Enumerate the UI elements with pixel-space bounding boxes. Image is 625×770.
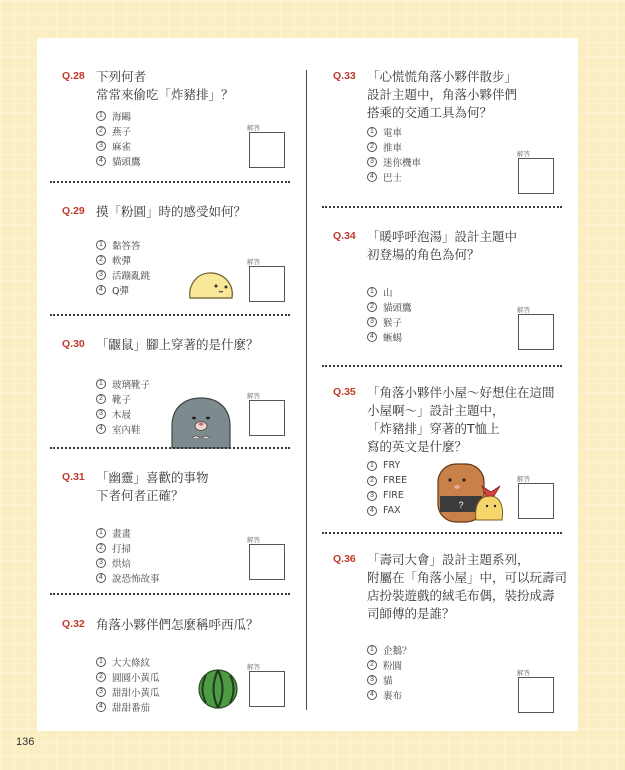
question-number: Q.30 [62, 338, 85, 350]
dotted-separator [322, 365, 562, 367]
question-text: 「幽靈」喜歡的事物 下者何者正確？ [96, 470, 209, 503]
question-text: 角落小夥伴們怎麼稱呼西瓜？ [96, 617, 259, 632]
answer-label: 解答 [247, 124, 260, 132]
question-text: 「角落小夥伴小屋～好想住在這間 小屋啊～」設計主題中， 「炸豬排」穿著的T恤上 寫的英文是什麼？ [367, 385, 555, 454]
option-4[interactable]: 4 蜥蜴 [367, 329, 412, 344]
question-text: 「壽司大會」設計主題系列， 附屬在「角落小屋」中，可以玩壽司 店扮裝遊戲的絨毛布偶，裝扮成壽 司師傅的是誰？ [367, 552, 568, 621]
option-3[interactable]: 3 烘焙 [96, 555, 160, 570]
option-2[interactable]: 2 打掃 [96, 540, 160, 555]
option-3[interactable]: 3 麻雀 [96, 138, 141, 153]
option-2[interactable]: 2 FREE [367, 473, 407, 488]
answer-box-34[interactable] [518, 314, 554, 350]
option-1[interactable]: 1 畫畫 [96, 525, 160, 540]
option-2[interactable]: 2 貓頭鷹 [367, 299, 412, 314]
option-list [96, 525, 160, 585]
question-number: Q.32 [62, 618, 85, 630]
option-4[interactable]: 4 甜甜番茄 [96, 699, 160, 714]
answer-box-32[interactable] [249, 671, 285, 707]
tonkatsu-character-icon [436, 460, 506, 530]
mole-character-icon [170, 396, 232, 448]
answer-label: 解答 [247, 392, 260, 400]
dotted-separator [322, 532, 562, 534]
option-1[interactable]: 1 玻璃靴子 [96, 376, 150, 391]
option-2[interactable]: 2 圓圓小黃瓜 [96, 669, 160, 684]
option-3[interactable]: 3 迷你機車 [367, 154, 421, 169]
option-1[interactable]: 1 大大條紋 [96, 654, 160, 669]
question-number: Q.35 [333, 386, 356, 398]
page-number: 136 [16, 736, 35, 748]
question-number: Q.34 [333, 230, 356, 242]
option-list [96, 654, 160, 714]
question-number: Q.28 [62, 70, 85, 82]
watermelon-icon [197, 668, 239, 710]
question-number: Q.29 [62, 205, 85, 217]
answer-label: 解答 [247, 258, 260, 266]
answer-box-30[interactable] [249, 400, 285, 436]
answer-box-29[interactable] [249, 266, 285, 302]
dotted-separator [50, 314, 290, 316]
option-1[interactable]: 1 山 [367, 284, 412, 299]
dotted-separator [50, 447, 290, 449]
option-list [367, 458, 407, 518]
option-2[interactable]: 2 推車 [367, 139, 421, 154]
option-2[interactable]: 2 軟彈 [96, 252, 150, 267]
option-2[interactable]: 2 燕子 [96, 123, 141, 138]
option-4[interactable]: 4 巴士 [367, 169, 421, 184]
tapioca-character-icon [186, 268, 236, 304]
shirt-question-mark: ? [458, 500, 464, 510]
option-3[interactable]: 3 貓 [367, 672, 412, 687]
dotted-separator [322, 206, 562, 208]
dotted-separator [50, 181, 290, 183]
question-text: 「鼴鼠」腳上穿著的是什麼？ [96, 337, 259, 352]
option-3[interactable]: 3 猴子 [367, 314, 412, 329]
question-number: Q.31 [62, 471, 85, 483]
question-text: 下列何者 常常來偷吃「炸豬排」？ [96, 69, 234, 102]
answer-label: 解答 [517, 150, 530, 158]
answer-box-33[interactable] [518, 158, 554, 194]
option-4[interactable]: 4 室內鞋 [96, 421, 150, 436]
column-divider [306, 70, 307, 710]
option-list [96, 237, 150, 297]
answer-box-31[interactable] [249, 544, 285, 580]
answer-box-28[interactable] [249, 132, 285, 168]
answer-label: 解答 [517, 306, 530, 314]
option-list [367, 642, 412, 702]
option-4[interactable]: 4 說恐怖故事 [96, 570, 160, 585]
dotted-separator [50, 593, 290, 595]
option-2[interactable]: 2 靴子 [96, 391, 150, 406]
question-text: 「暖呼呼泡湯」設計主題中 初登場的角色為何？ [367, 229, 518, 262]
answer-box-35[interactable] [518, 483, 554, 519]
question-number: Q.33 [333, 70, 356, 82]
option-4[interactable]: 4 貓頭鷹 [96, 153, 141, 168]
option-list [96, 376, 150, 436]
option-4[interactable]: 4 裹布 [367, 687, 412, 702]
option-1[interactable]: 1 黏答答 [96, 237, 150, 252]
option-3[interactable]: 3 木屐 [96, 406, 150, 421]
question-text: 「心慌慌角落小夥伴散步」 設計主題中，角落小夥伴們 搭乘的交通工具為何？ [367, 69, 518, 120]
option-1[interactable]: 1 企鵝？ [367, 642, 412, 657]
option-1[interactable]: 1 海鷗 [96, 108, 141, 123]
option-3[interactable]: 3 FIRE [367, 488, 407, 503]
option-2[interactable]: 2 粉圓 [367, 657, 412, 672]
option-4[interactable]: 4 FAX [367, 503, 407, 518]
option-1[interactable]: 1 FRY [367, 458, 407, 473]
answer-box-36[interactable] [518, 677, 554, 713]
option-3[interactable]: 3 活蹦亂跳 [96, 267, 150, 282]
option-list [367, 284, 412, 344]
option-list [367, 124, 421, 184]
question-number: Q.36 [333, 553, 356, 565]
option-list [96, 108, 141, 168]
answer-label: 解答 [517, 669, 530, 677]
answer-label: 解答 [517, 475, 530, 483]
answer-label: 解答 [247, 536, 260, 544]
question-text: 摸「粉圓」時的感受如何？ [96, 204, 247, 219]
option-3[interactable]: 3 甜甜小黃瓜 [96, 684, 160, 699]
option-1[interactable]: 1 電車 [367, 124, 421, 139]
answer-label: 解答 [247, 663, 260, 671]
option-4[interactable]: 4 Q彈 [96, 282, 150, 297]
